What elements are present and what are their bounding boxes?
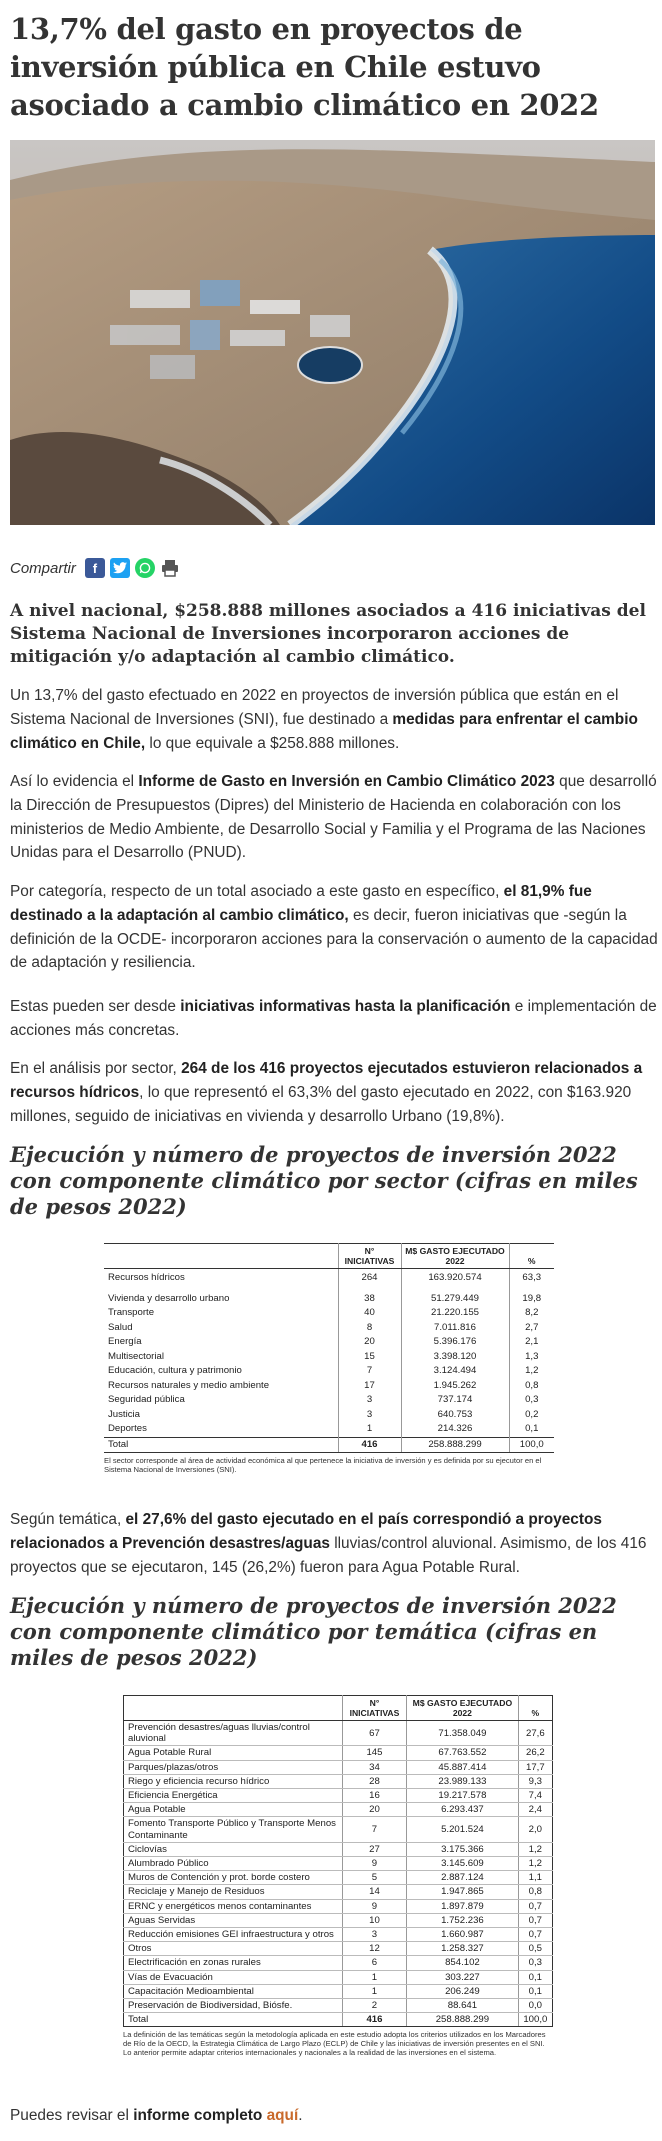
table-cell: Eficiencia Energética: [124, 1789, 343, 1803]
table-row: [104, 1292, 554, 1307]
table-row: [104, 1393, 554, 1408]
print-icon[interactable]: [160, 558, 180, 578]
table2-header-blank: [124, 1696, 343, 1721]
table-row: [104, 1408, 554, 1423]
table-cell: 6: [342, 1956, 406, 1970]
table-row: [104, 1269, 554, 1286]
table1-header-spend: M$ GASTO EJECUTADO 2022: [401, 1244, 509, 1269]
table-total-row: [124, 2013, 553, 2027]
table-total-cell: 100,0: [509, 1437, 554, 1453]
table-cell: 12: [342, 1942, 406, 1956]
table-cell: 0,5: [518, 1942, 552, 1956]
table-cell: Alumbrado Público: [124, 1857, 343, 1871]
table-row: [124, 1857, 553, 1871]
table-row: [124, 1789, 553, 1803]
table-row: [124, 1913, 553, 1927]
table-total-cell: 100,0: [518, 2013, 552, 2027]
table-cell: 7,4: [518, 1789, 552, 1803]
table-row: [124, 1760, 553, 1774]
table-cell: 1,2: [518, 1857, 552, 1871]
table1-note: El sector corresponde al área de actividad económica al que pertenece la iniciativa de inversión y es definida por su ejecutor en el Sistema Nacional de Inversiones (SNI).: [104, 1456, 542, 1474]
table-cell: 303.227: [407, 1970, 519, 1984]
table-cell: Riego y eficiencia recurso hídrico: [124, 1774, 343, 1788]
table-cell: Muros de Contención y prot. borde costero: [124, 1871, 343, 1885]
table-cell: Capacitación Medioambiental: [124, 1984, 343, 1998]
table2-header-pct: %: [518, 1696, 552, 1721]
table-cell: 26,2: [518, 1746, 552, 1760]
table-cell: 3: [338, 1393, 401, 1408]
table-cell: 71.358.049: [407, 1721, 519, 1746]
table-cell: Recursos hídricos: [104, 1269, 338, 1286]
table-row: [104, 1335, 554, 1350]
table-cell: 14: [342, 1885, 406, 1899]
table-cell: 17: [338, 1379, 401, 1394]
table-cell: 6.293.437: [407, 1803, 519, 1817]
table-row: [124, 1885, 553, 1899]
table-cell: 7: [338, 1364, 401, 1379]
table-cell: 145: [342, 1746, 406, 1760]
table-total-cell: Total: [104, 1437, 338, 1453]
table-total-cell: 258.888.299: [401, 1437, 509, 1453]
table-cell: 1,3: [509, 1350, 554, 1365]
table-cell: 5.201.524: [407, 1817, 519, 1842]
table-cell: 67: [342, 1721, 406, 1746]
table-cell: Deportes: [108, 1423, 147, 1434]
table-cell: 23.989.133: [407, 1774, 519, 1788]
table-cell: 19.217.578: [407, 1789, 519, 1803]
table-cell: Seguridad pública: [108, 1394, 185, 1405]
table-cell: 1.752.236: [407, 1913, 519, 1927]
paragraph-7: Puedes revisar el informe completo aquí.: [10, 2107, 303, 2124]
table1-header-blank: [104, 1244, 338, 1269]
theme-table: [123, 1695, 553, 2057]
table-row: [104, 1321, 554, 1336]
table-row: [124, 1817, 553, 1842]
table-cell: 2,4: [518, 1803, 552, 1817]
table-cell: 17,7: [518, 1760, 552, 1774]
table2-header-count: N° INICIATIVAS: [342, 1696, 406, 1721]
table1-heading: Ejecución y número de proyectos de inversión 2022 con componente climático por sector (cifras en miles de pesos 2022): [10, 1142, 638, 1219]
table-cell: Parques/plazas/otros: [124, 1760, 343, 1774]
table-cell: 7: [342, 1817, 406, 1842]
paragraph-2: Así lo evidencia el Informe de Gasto en Inversión en Cambio Climático 2023 que desarrolló la Dirección de Presupuestos (Dipres) del Ministerio de Hacienda en colaboración con los ministerios de Medio Ambiente, de Desarrollo Social y Familia y el Programa de las Naciones Unidas para el Desarrollo (PNUD).: [10, 773, 657, 862]
table-total-row: [104, 1437, 554, 1453]
table-cell: 10: [342, 1913, 406, 1927]
paragraph-6: Según temática, el 27,6% del gasto ejecutado en el país correspondió a proyectos relacionados a Prevención desastres/aguas lluvias/control aluvional. Asimismo, de los 416 proyectos que se ejecutaron, 145 (26,2%) fueron para Agua Potable Rural.: [10, 1511, 647, 1576]
hero-image: [10, 140, 655, 525]
table-cell: Justicia: [108, 1408, 140, 1420]
table-cell: 51.279.449: [401, 1292, 509, 1307]
table-cell: Recursos naturales y medio ambiente: [108, 1379, 270, 1391]
share-label: Compartir: [10, 559, 76, 577]
table2-note: La definición de las temáticas según la metodología aplicada en este estudio adopta los criterios utilizados en los Marcadores de Río de la OECD, la Estrategia Climática de Largo Plazo (ECLP) de Chile y las iniciativas de inversión presentes en el SNI. Lo anterior permite adaptar criterios internacionales y nacionales a la realidad de las inversiones en el sistema.: [123, 2030, 546, 2058]
table-cell: Agua Potable: [124, 1803, 343, 1817]
table-cell: ERNC y energéticos menos contaminantes: [124, 1899, 343, 1913]
table-cell: Prevención desastres/aguas lluvias/control aluvional: [124, 1721, 343, 1746]
table-cell: Educación, cultura y patrimonio: [108, 1365, 242, 1376]
table-cell: 2: [342, 1999, 406, 2013]
table-cell: 19,8: [509, 1292, 554, 1307]
table-cell: 63,3: [509, 1269, 554, 1286]
table-cell: Vivienda y desarrollo urbano: [108, 1292, 230, 1304]
table-cell: 1.947.865: [407, 1885, 519, 1899]
table-cell: 67.763.552: [407, 1746, 519, 1760]
table-cell: 9: [342, 1857, 406, 1871]
table-cell: 3.175.366: [407, 1842, 519, 1856]
report-link[interactable]: aquí: [266, 2107, 299, 2124]
table-cell: 0,3: [518, 1956, 552, 1970]
whatsapp-icon[interactable]: [135, 558, 155, 578]
table-cell: 0,2: [509, 1408, 554, 1423]
table-cell: Aguas Servidas: [124, 1913, 343, 1927]
table-cell: 0,8: [518, 1885, 552, 1899]
table-cell: 28: [342, 1774, 406, 1788]
table-cell: 1,1: [518, 1871, 552, 1885]
table-cell: 0,3: [509, 1393, 554, 1408]
table-row: [124, 1721, 553, 1746]
table-cell: 1.660.987: [407, 1928, 519, 1942]
table-cell: 40: [338, 1306, 401, 1321]
table-cell: 0,0: [518, 1999, 552, 2013]
table-cell: 5.396.176: [401, 1335, 509, 1350]
table-total-cell: Total: [124, 2013, 343, 2027]
table-cell: Fomento Transporte Público y Transporte Menos Contaminante: [124, 1817, 343, 1842]
table-cell: 9: [342, 1899, 406, 1913]
table-row: [124, 1871, 553, 1885]
table-cell: 16: [342, 1789, 406, 1803]
table-cell: 8,2: [509, 1306, 554, 1321]
table-row: [104, 1364, 554, 1379]
paragraph-1: Un 13,7% del gasto efectuado en 2022 en proyectos de inversión pública que están en el Sistema Nacional de Inversiones (SNI), fue destinado a medidas para enfrentar el cambio climático en Chile, lo que equivale a $258.888 millones.: [10, 687, 638, 752]
table-cell: 0,7: [518, 1928, 552, 1942]
table-cell: Multisectorial: [108, 1350, 164, 1362]
article-lead: A nivel nacional, $258.888 millones asociados a 416 iniciativas del Sistema Nacional de Inversiones incorporaron acciones de mitigación y/o adaptación al cambio climático.: [10, 601, 646, 667]
table-row: [124, 1956, 553, 1970]
table-cell: 1,2: [518, 1842, 552, 1856]
table-row: [124, 1899, 553, 1913]
table-cell: 27: [342, 1842, 406, 1856]
table-cell: 3: [342, 1928, 406, 1942]
table-row: [124, 1984, 553, 1998]
table-cell: 38: [338, 1292, 401, 1307]
table-row: [124, 1803, 553, 1817]
table-row: [124, 1928, 553, 1942]
sector-table: [104, 1243, 554, 1474]
table-cell: 45.887.414: [407, 1760, 519, 1774]
table-cell: 640.753: [401, 1408, 509, 1423]
table-cell: 3.124.494: [401, 1364, 509, 1379]
table-cell: 0,1: [518, 1970, 552, 1984]
table-cell: 3.398.120: [401, 1350, 509, 1365]
table-cell: 2,1: [509, 1335, 554, 1350]
table-cell: 1,2: [509, 1364, 554, 1379]
table1-header-pct: %: [509, 1244, 554, 1269]
paragraph-4: Estas pueden ser desde iniciativas informativas hasta la planificación e implementación de acciones más concretas.: [10, 998, 657, 1039]
table-cell: 8: [338, 1321, 401, 1336]
table-row: [104, 1306, 554, 1321]
table-cell: Preservación de Biodiversidad, Biósfe.: [124, 1999, 343, 2013]
table-cell: Electrificación en zonas rurales: [124, 1956, 343, 1970]
table-cell: 1: [338, 1422, 401, 1437]
table2-heading: Ejecución y número de proyectos de inversión 2022 con componente climático por temática (cifras en miles de pesos 2022): [10, 1593, 617, 1670]
table-cell: Reciclaje y Manejo de Residuos: [124, 1885, 343, 1899]
table-cell: Salud: [108, 1321, 133, 1333]
table-cell: 264: [338, 1269, 401, 1286]
table-row: [124, 1999, 553, 2013]
table-cell: 15: [338, 1350, 401, 1365]
table-cell: 5: [342, 1871, 406, 1885]
table-cell: 0,7: [518, 1913, 552, 1927]
table-row: [104, 1422, 554, 1437]
table-row: [124, 1842, 553, 1856]
twitter-icon[interactable]: [110, 558, 130, 578]
table-cell: 0,1: [509, 1422, 554, 1437]
table2-header-spend: M$ GASTO EJECUTADO 2022: [407, 1696, 519, 1721]
share-bar: [10, 556, 180, 580]
table-cell: 854.102: [407, 1956, 519, 1970]
table-cell: 9,3: [518, 1774, 552, 1788]
table-row: [124, 1970, 553, 1984]
table-cell: Vías de Evacuación: [124, 1970, 343, 1984]
table-row: [104, 1350, 554, 1365]
paragraph-5: En el análisis por sector, 264 de los 416 proyectos ejecutados estuvieron relacionados a recursos hídricos, lo que representó el 63,3% del gasto ejecutado en 2022, con $163.920 millones, seguido de iniciativas en vivienda y desarrollo Urbano (19,8%).: [10, 1060, 643, 1125]
table-total-cell: 416: [342, 2013, 406, 2027]
table-cell: 7.011.816: [401, 1321, 509, 1336]
table-cell: 214.326: [401, 1422, 509, 1437]
table-cell: 20: [342, 1803, 406, 1817]
facebook-icon[interactable]: f: [85, 558, 105, 578]
table-cell: 163.920.574: [401, 1269, 509, 1286]
table-cell: Otros: [124, 1942, 343, 1956]
table-cell: Agua Potable Rural: [124, 1746, 343, 1760]
table-cell: Reducción emisiones GEI infraestructura y otros: [124, 1928, 343, 1942]
table-cell: 0,7: [518, 1899, 552, 1913]
table-cell: 2,0: [518, 1817, 552, 1842]
table-cell: 1: [342, 1984, 406, 1998]
table-cell: 1.897.879: [407, 1899, 519, 1913]
table-cell: Energía: [108, 1336, 142, 1347]
article-title: 13,7% del gasto en proyectos de inversión pública en Chile estuvo asociado a cambio climático en 2022: [10, 12, 599, 122]
table-cell: 737.174: [401, 1393, 509, 1408]
table-cell: 1.258.327: [407, 1942, 519, 1956]
table-cell: Transporte: [108, 1307, 155, 1318]
table-cell: 2.887.124: [407, 1871, 519, 1885]
table-cell: 0,8: [509, 1379, 554, 1394]
table-row: [124, 1774, 553, 1788]
table-row: [124, 1746, 553, 1760]
table-cell: 3: [338, 1408, 401, 1423]
table-cell: 2,7: [509, 1321, 554, 1336]
table-cell: 20: [338, 1335, 401, 1350]
table-total-cell: 416: [338, 1437, 401, 1453]
table-cell: 206.249: [407, 1984, 519, 1998]
table1-header-count: N° INICIATIVAS: [338, 1244, 401, 1269]
table-cell: 27,6: [518, 1721, 552, 1746]
table-cell: 34: [342, 1760, 406, 1774]
table-cell: 1.945.262: [401, 1379, 509, 1394]
table-cell: Ciclovías: [124, 1842, 343, 1856]
paragraph-3: Por categoría, respecto de un total asociado a este gasto en específico, el 81,9% fue destinado a la adaptación al cambio climático, es decir, fueron iniciativas que -según la definición de la OCDE- incorporaron acciones para la conservación o aumento de la capacidad de adaptación y resiliencia.: [10, 883, 658, 972]
table-cell: 21.220.155: [401, 1306, 509, 1321]
table-cell: 1: [342, 1970, 406, 1984]
table-total-cell: 258.888.299: [407, 2013, 519, 2027]
table-row: [104, 1379, 554, 1394]
table-row: [124, 1942, 553, 1956]
table-cell: 88.641: [407, 1999, 519, 2013]
table-cell: 0,1: [518, 1984, 552, 1998]
table-cell: 3.145.609: [407, 1857, 519, 1871]
